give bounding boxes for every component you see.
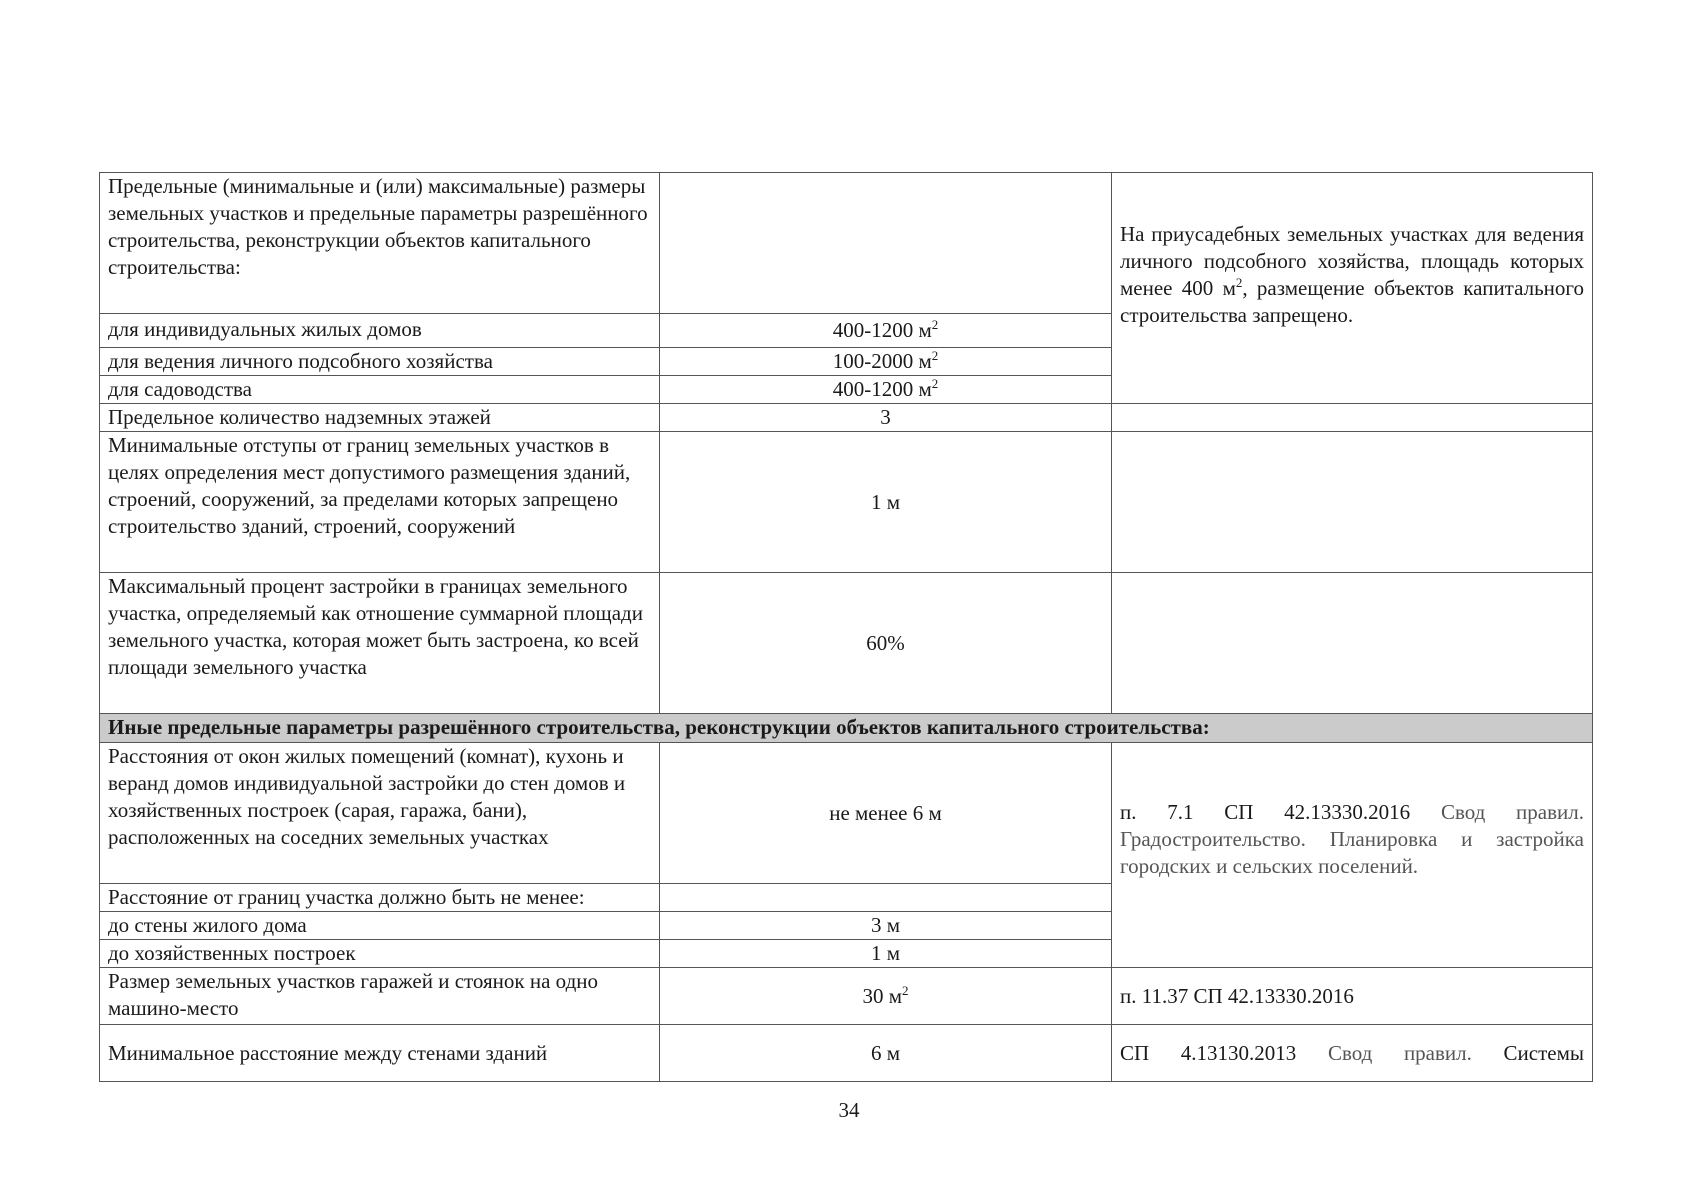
value-cell: 100-2000 $м^2$ bbox=[660, 348, 1112, 376]
value-cell: 400-1200 $м^2$ bbox=[660, 314, 1112, 348]
note-cell bbox=[1112, 573, 1593, 714]
param-cell: Расстояние от границ участка должно быть не менее: bbox=[100, 884, 660, 912]
value-cell bbox=[660, 884, 1112, 912]
section-title: Иные предельные параметры разрешённого строительства, реконструкции объектов капитального строительства: bbox=[100, 714, 1593, 743]
table-row bbox=[100, 573, 1593, 714]
regulations-table bbox=[99, 172, 1593, 1082]
value-cell: не менее 6 м bbox=[660, 743, 1112, 884]
note-ref: п. 7.1 СП 42.13330.2016 bbox=[1120, 800, 1411, 824]
value-cell: 60% bbox=[660, 573, 1112, 714]
param-cell bbox=[100, 173, 660, 314]
value-cell: 3 bbox=[660, 404, 1112, 432]
param-cell: Предельное количество надземных этажей bbox=[100, 404, 660, 432]
value-cell: 6 м bbox=[660, 1025, 1112, 1082]
note-title: Свод правил. Градостроительство. Планировка и застройка городских и сельских поселений. bbox=[1120, 800, 1584, 878]
param-cell: до хозяйственных построек bbox=[100, 940, 660, 968]
note-text: На приусадебных земельных участках для ведения личного подсобного хозяйства, площадь которых менее 400 $м^2$, размещение объектов капитального строительства запрещено. bbox=[1120, 222, 1585, 327]
value-cell: 1 м bbox=[660, 432, 1112, 573]
page-number: 34 bbox=[838, 1098, 860, 1122]
param-cell: Расстояния от окон жилых помещений (комнат), кухонь и веранд домов индивидуальной застройки до стен домов и хозяйственных построек (сарая, гаража, бани), расположенных на соседних земельных участках bbox=[100, 743, 660, 884]
param-cell: Минимальные отступы от границ земельных участков в целях определения мест допустимого размещения зданий, строений, сооружений, за пределами которых запрещено строительство зданий, строений, сооружений bbox=[100, 432, 660, 573]
note-cell bbox=[1112, 173, 1593, 404]
param-cell: для садоводства bbox=[100, 376, 660, 404]
param-cell: для ведения личного подсобного хозяйства bbox=[100, 348, 660, 376]
table-row bbox=[100, 743, 1593, 884]
note-cell bbox=[1112, 404, 1593, 432]
value-cell: 1 м bbox=[660, 940, 1112, 968]
table-row bbox=[100, 1025, 1593, 1082]
note-cell bbox=[1112, 743, 1593, 968]
param-cell: Размер земельных участков гаражей и стоянок на одно машино-место bbox=[100, 968, 660, 1025]
section-header-row bbox=[100, 714, 1593, 743]
value-cell bbox=[660, 173, 1112, 314]
note-tail: Системы bbox=[1503, 1040, 1584, 1065]
table-row bbox=[100, 404, 1593, 432]
value-cell: 400-1200 $м^2$ bbox=[660, 376, 1112, 404]
table-row bbox=[100, 173, 1593, 314]
table-row bbox=[100, 968, 1593, 1025]
param-text: Предельные (минимальные и (или) максимальные) размеры земельных участков и предельные параметры разрешённого строительства, реконструкции объектов капитального строительства: bbox=[108, 174, 648, 279]
value-cell: 30 $м^2$ bbox=[660, 968, 1112, 1025]
note-cell bbox=[1112, 432, 1593, 573]
param-cell: Максимальный процент застройки в границах земельного участка, определяемый как отношение суммарной площади земельного участка, которая может быть застроена, ко всей площади земельного участка bbox=[100, 573, 660, 714]
note-title: Свод правил. bbox=[1327, 1040, 1472, 1065]
param-cell: для индивидуальных жилых домов bbox=[100, 314, 660, 348]
param-cell: до стены жилого дома bbox=[100, 912, 660, 940]
note-cell: п. 11.37 СП 42.13330.2016 bbox=[1112, 968, 1593, 1025]
table-row bbox=[100, 432, 1593, 573]
param-cell: Минимальное расстояние между стенами зданий bbox=[100, 1025, 660, 1082]
note-cell bbox=[1112, 1025, 1593, 1082]
value-cell: 3 м bbox=[660, 912, 1112, 940]
note-ref: СП 4.13130.2013 bbox=[1120, 1040, 1297, 1065]
